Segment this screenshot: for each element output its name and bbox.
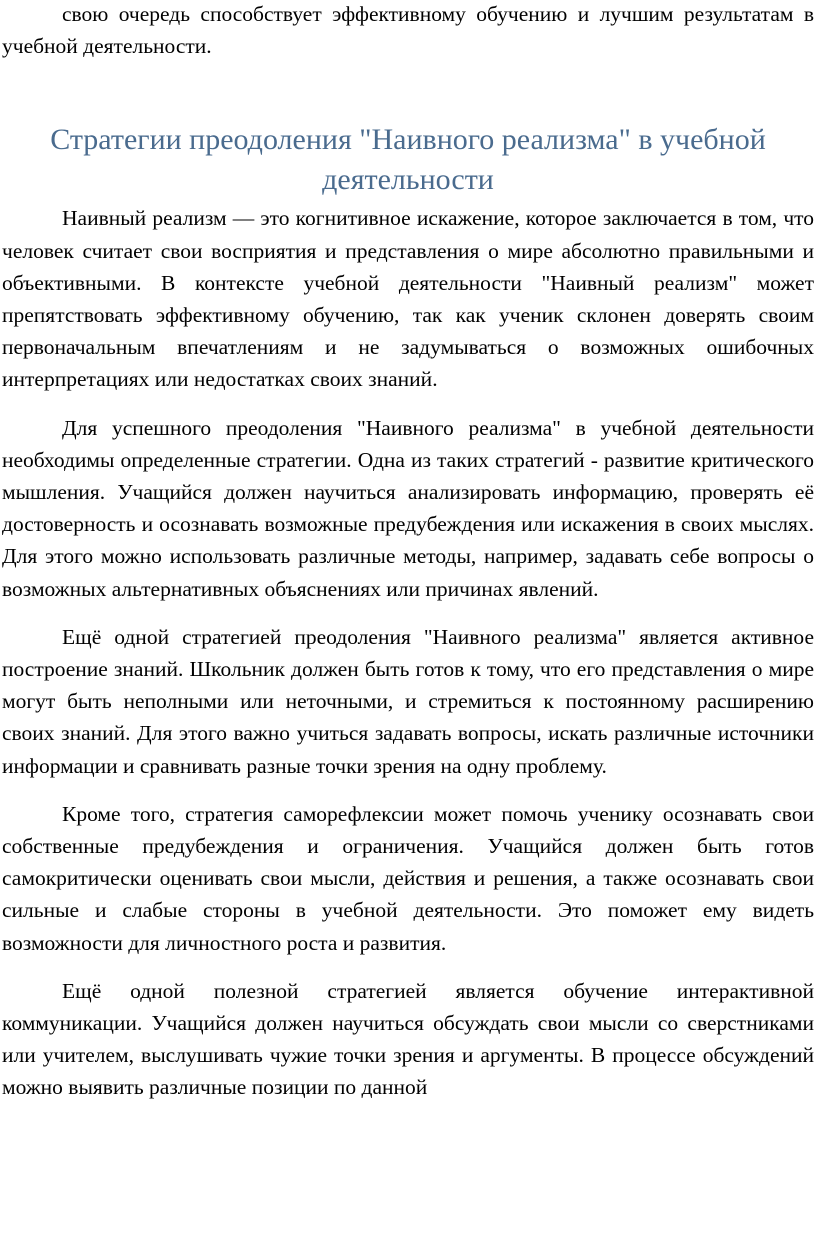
paragraph-3: Ещё одной стратегией преодоления "Наивного реализма" является активное построение знаний. Школьник должен быть готов к тому, что его представления о мире могут быть неполными или неточными, и стремиться к постоянному расширению своих знаний. Для этого важно учиться задавать вопросы, искать различные источники информации и сравнивать разные точки зрения на одну проблему.: [2, 624, 814, 778]
paragraph-1: Наивный реализм — это когнитивное искажение, которое заключается в том, что человек считает свои восприятия и представления о мире абсолютно правильными и объективными. В контексте учебной деятельности "Наивный реализм" может препятствовать эффективному обучению, так как ученик склонен доверять своим первоначальным впечатлениям и не задумываться о возможных ошибочных интерпретациях или недостатках своих знаний.: [2, 206, 814, 392]
continuation-paragraph: свою очередь способствует эффективному обучению и лучшим результатам в учебной деятельности.: [2, 2, 814, 59]
section-heading: Стратегии преодоления "Наивного реализма" в учебной деятельности: [50, 123, 766, 197]
paragraph-2: Для успешного преодоления "Наивного реализма" в учебной деятельности необходимы определенные стратегии. Одна из таких стратегий - развитие критического мышления. Учащийся должен научиться анализировать информацию, проверять её достоверность и осознавать возможные предубеждения или искажения в своих мыслях. Для этого можно использовать различные методы, например, задавать себе вопросы о возможных альтернативных объяснениях или причинах явлений.: [2, 415, 814, 601]
paragraph-5: Ещё одной полезной стратегией является обучение интерактивной коммуникации. Учащийся должен научиться обсуждать свои мысли со сверстниками или учителем, выслушивать чужие точки зрения и аргументы. В процессе обсуждений можно выявить различные позиции по данной: [2, 978, 814, 1100]
paragraph-4: Кроме того, стратегия саморефлексии может помочь ученику осознавать свои собственные предубеждения и ограничения. Учащийся должен быть готов самокритически оценивать свои мысли, действия и решения, а также осознавать свои сильные и слабые стороны в учебной деятельности. Это поможет ему видеть возможности для личностного роста и развития.: [2, 801, 814, 955]
